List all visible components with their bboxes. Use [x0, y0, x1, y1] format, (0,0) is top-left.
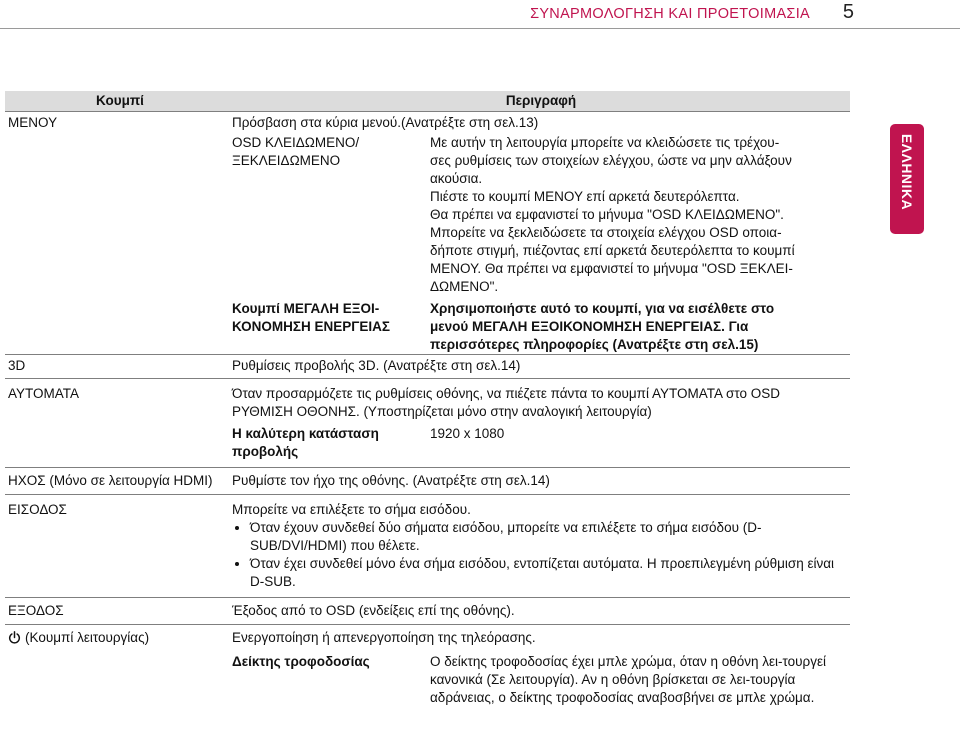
- power-led-description: Ο δείκτης τροφοδοσίας έχει μπλε χρώμα, όταν η οθόνη λει-τουργεί κανονικά (Σε λειτουργία). Αν η οθόνη βρίσκεται σε λει-τουργία αδράνειας, ο δείκτης τροφοδοσίας αναβοσβήνει σε μπλε χρώμα.: [430, 654, 827, 705]
- table-row-3d: [5, 355, 850, 379]
- osd-lock-line: ΜΕΝΟΥ. Θα πρέπει να εμφανιστεί το μήνυμα "OSD ΞΕΚΛΕΙ-: [430, 261, 793, 276]
- table-row-input: [5, 495, 850, 598]
- menu-description: Πρόσβαση στα κύρια μενού.(Ανατρέξτε στη σελ.13): [232, 115, 539, 130]
- osd-lock-name: OSD ΚΛΕΙΔΩΜΕΝΟ/ ΞΕΚΛΕΙΔΩΜΕΝΟ: [232, 135, 360, 168]
- power-icon: [8, 631, 21, 644]
- table-header-row: [5, 91, 850, 112]
- language-side-tab-label: ΕΛΛΗΝΙΚΑ: [899, 133, 915, 211]
- table-row-sound: [5, 468, 850, 495]
- table-row-power: [5, 625, 850, 654]
- buttons-table: [5, 91, 850, 707]
- sound-description: Ρυθμίστε τον ήχο της οθόνης. (Ανατρέξτε στη σελ.14): [232, 473, 550, 488]
- exit-description: Έξοδος από το OSD (ενδείξεις επί της οθόνης).: [232, 603, 515, 618]
- osd-lock-line: Μπορείτε να ξεκλειδώσετε τα στοιχεία ελέγχου OSD οποια-: [430, 225, 782, 240]
- table-row-auto: [5, 379, 850, 426]
- page-number: 5: [842, 1, 854, 23]
- button-name-auto: ΑΥΤΟΜΑΤΑ: [8, 386, 80, 401]
- energy-saving-description: Χρησιμοποιήστε αυτό το κουμπί, για να εισέλθετε στο μενού ΜΕΓΑΛΗ ΕΞΟΙΚΟΝΟΜΗΣΗ ΕΝΕΡΓΕΙΑΣ. Για περισσότερες πληροφορίες (Ανατρέξτε στη σελ.15): [430, 301, 775, 352]
- language-side-tab: [890, 124, 924, 234]
- osd-lock-line: σες ρυθμίσεις των στοιχείων ελέγχου, ώστε να μην αλλάξουν: [430, 153, 792, 168]
- input-bullet-list: [232, 519, 836, 591]
- osd-lock-line: Θα πρέπει να εμφανιστεί το μήνυμα "OSD ΚΛΕΙΔΩΜΕΝΟ".: [430, 207, 784, 222]
- osd-lock-line: Πιέστε το κουμπί ΜΕΝΟΥ επί αρκετά δευτερόλεπτα.: [430, 189, 740, 204]
- table-row-exit: [5, 598, 850, 625]
- list-item: • Όταν έχουν συνδεθεί δύο σήματα εισόδου, μπορείτε να επιλέξετε το σήμα εισόδου (D-SUB/DVI/HDMI) που θέλετε.: [250, 519, 836, 555]
- best-resolution-label: Η καλύτερη κατάσταση προβολής: [232, 426, 379, 459]
- 3d-description: Ρυθμίσεις προβολής 3D. (Ανατρέξτε στη σελ.14): [232, 358, 521, 373]
- osd-lock-line: ακούσια.: [430, 171, 483, 186]
- button-name-3d: 3D: [8, 358, 26, 373]
- button-name-input: ΕΙΣΟΔΟΣ: [8, 502, 67, 517]
- auto-description: Όταν προσαρμόζετε τις ρυθμίσεις οθόνης, να πιέζετε πάντα το κουμπί ΑΥΤΟΜΑΤΑ στο OSD ΡΥΘΜΙΣΗ ΟΘΟΝΗΣ. (Υποστηρίζεται μόνο στην αναλογική λειτουργία): [232, 386, 780, 419]
- col-header-description: Περιγραφή: [232, 91, 850, 112]
- button-name-exit: ΕΞΟΔΟΣ: [8, 603, 64, 618]
- table-row-menu: [5, 112, 850, 135]
- power-led-label: Δείκτης τροφοδοσίας: [232, 654, 370, 669]
- energy-saving-name: Κουμπί ΜΕΓΑΛΗ ΕΞΟΙ-ΚΟΝΟΜΗΣΗ ΕΝΕΡΓΕΙΑΣ: [232, 301, 390, 334]
- button-name-menu: ΜΕΝΟΥ: [8, 115, 58, 130]
- osd-lock-line: Με αυτήν τη λειτουργία μπορείτε να κλειδώσετε τις τρέχου-: [430, 135, 780, 150]
- header-divider: [0, 28, 960, 29]
- input-intro: Μπορείτε να επιλέξετε το σήμα εισόδου.: [232, 502, 471, 517]
- button-name-sound: ΗΧΟΣ (Μόνο σε λειτουργία HDMI): [8, 473, 213, 488]
- power-description: Ενεργοποίηση ή απενεργοποίηση της τηλεόρασης.: [232, 630, 536, 645]
- osd-lock-line: ΔΩΜΕΝΟ".: [430, 279, 499, 294]
- button-name-power: [5, 625, 232, 708]
- list-item: • Όταν έχει συνδεθεί μόνο ένα σήμα εισόδου, εντοπίζεται αυτόματα. Η προεπιλεγμένη ρύθμιση είναι D-SUB.: [250, 555, 836, 591]
- section-title: ΣΥΝΑΡΜΟΛΟΓΗΣΗ ΚΑΙ ΠΡΟΕΤΟΙΜΑΣΙΑ: [530, 6, 810, 22]
- best-resolution-value: 1920 x 1080: [430, 426, 505, 441]
- input-description: [232, 495, 850, 598]
- power-button-label: (Κουμπί λειτουργίας): [25, 630, 150, 645]
- page-header: [0, 0, 960, 28]
- osd-lock-line: δήποτε στιγμή, πιέζοντας επί αρκετά δευτερόλεπτα το κουμπί: [430, 243, 795, 258]
- col-header-button: Κουμπί: [5, 91, 232, 112]
- osd-lock-description: [430, 134, 850, 300]
